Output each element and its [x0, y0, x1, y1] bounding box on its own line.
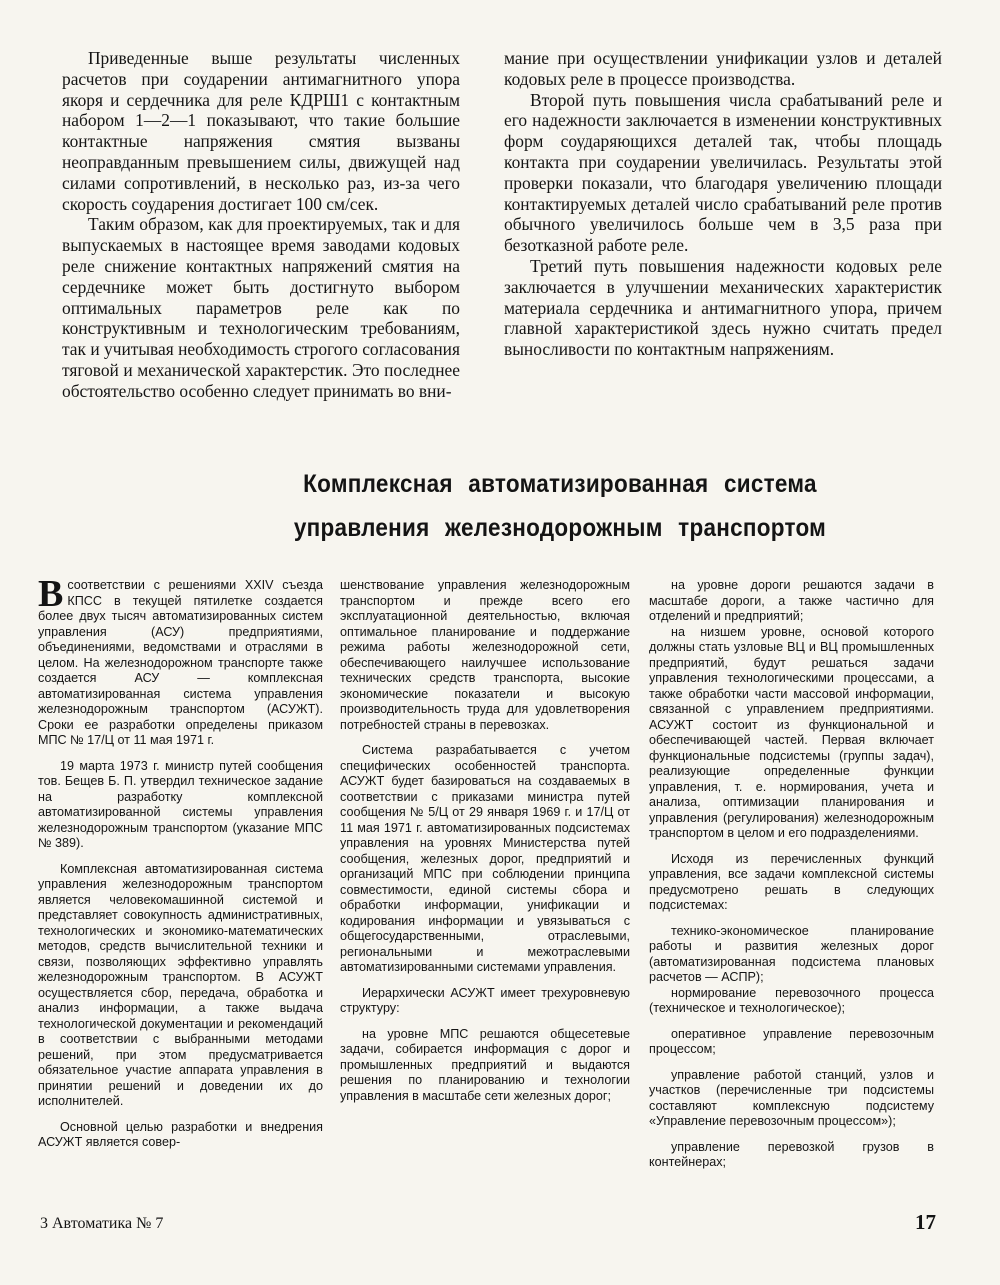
paragraph: мание при осуществлении унификации узлов и деталей кодовых реле в процессе производства.: [504, 48, 942, 89]
article-column-3: [649, 578, 934, 1171]
paragraph: 19 марта 1973 г. министр путей сообщения тов. Бещев Б. П. утвердил техническое задание на разработку комплексной автоматизированной системы управления железнодорожным транспортом (указание МПС № 389).: [38, 758, 323, 850]
article-column-1: [38, 573, 323, 1151]
article-column-2: [340, 578, 630, 1104]
paragraph: Второй путь повышения числа срабатываний реле и его надежности заключается в изменении конструктивных форм соударяющихся деталей так, чтобы площадь контакта при соударении увеличилась. Результаты этой проверки показали, что благодаря увеличению площади контактируемых деталей число срабатываний реле против обычного увеличилось больше чем в 3,5 раза при безотказной работе реле.: [504, 89, 942, 256]
paragraph: Таким образом, как для проектируемых, так и для выпускаемых в настоящее время заводами кодовых реле снижение контактных напряжений смятия на сердечнике может быть достигнуто выбором оптимальных параметров реле как по конструктивным и технологическим требованиям, так и учитывая необходимость строгого согласования тяговой и механической характерстик. Это последнее обстоятельство особенно следует принимать во вни-: [62, 214, 460, 401]
footer-signature: 3 Автоматика № 7: [40, 1215, 164, 1232]
paragraph: Третий путь повышения надежности кодовых реле заключается в улучшении механических характеристик материала сердечника и антимагнитного упора, причем главной характеристикой здесь нужно считать предел выносливости по контактным напряжениям.: [504, 255, 942, 360]
paragraph: Основной целью разработки и внедрения АСУЖТ является совер-: [38, 1119, 323, 1149]
paragraph: оперативное управление перевозочным процессом;: [649, 1026, 934, 1056]
paragraph: технико-экономическое планирование работы и развития железных дорог (автоматизированная подсистема плановых расчетов — АСПР);: [649, 923, 934, 984]
paragraph: на низшем уровне, основой которого должны стать узловые ВЦ и ВЦ промышленных предприятий, будут решаться задачи управления технологическими процессами, а также обработки части массовой информации, связанной с управлением предприятиями. АСУЖТ состоит из функциональной и обеспечивающей частей. Первая включает функциональные подсистемы (группы задач), реализующие определенные функции управления, т. е. нормирования, учета и анализа, оптимизации планирования и управления (регулирования) железнодорожным транспортом в целом и его подразделениями.: [649, 624, 934, 840]
paragraph: Система разрабатывается с учетом специфических особенностей транспорта. АСУЖТ будет базироваться на создаваемых в соответствии с приказами министра путей сообщения № 5/Ц от 29 января 1969 г. и 17/Ц от 11 мая 1971 г. автоматизированных подсистемах управления на уровнях Министерства путей сообщения, железных дорог, предприятий и организаций МПС при соблюдении принципа совместимости, единой системы сбора и обработки информации, унификации и кодирования информации и увязываться с общегосударственными, отраслевыми, региональными и межотраслевыми автоматизированными системами управления.: [340, 743, 630, 974]
paragraph: [38, 573, 323, 749]
paragraph: нормирование перевозочного процесса (техническое и технологическое);: [649, 985, 934, 1015]
paragraph: Комплексная автоматизированная система управления железнодорожным транспортом является человекомашинной системой и представляет совокупность административных, технологических и экономико-математических методов, средств вычислительной техники и связи, позволяющих эффективно управлять железнодорожным транспортом. В АСУЖТ осуществляется сбор, передача, обработка и анализ информации, а также выдача технологической документации и рекомендаций в соответствии с выбранными методами решений, при этом предусматривается обязательное участие аппарата управления в принятии решений и доведении их до исполнителей.: [38, 861, 323, 1108]
top-left-column: [62, 48, 460, 402]
paragraph: Приведенные выше результаты численных расчетов при соударении антимагнитного упора якоря и сердечника для реле КДРШ1 с контактным набором 1—2—1 показывают, что такие большие контактные напряжения смятия вызваны неоправданным превышением силы, движущей над силами сопротивлений, в несколько раз, из-за чего скорость соударения достигает 100 см/сек.: [62, 48, 460, 214]
paragraph: на уровне дороги решаются задачи в масштабе дороги, а также частично для отделений и предприятий;: [649, 578, 934, 623]
page-number: 17: [915, 1210, 936, 1234]
article-title: [281, 462, 839, 550]
article-title-line-2: управления железнодорожным транспортом: [293, 514, 827, 542]
paragraph: Исходя из перечисленных функций управления, все задачи комплексной системы предусмотрено решать в следующих подсистемах:: [649, 851, 934, 912]
paragraph: шенствование управления железнодорожным транспортом и прежде всего его эксплуатационной деятельностью, включая оптимальное планирование и поддержание режима работы железнодорожной сети, обеспечивающего наилучшее использование технических средств транспорта, высокие экономические показатели и высокую производительность труда для удовлетворения потребностей страны в перевозках.: [340, 578, 630, 732]
top-right-column: [504, 48, 942, 360]
article-title-line-1: Комплексная автоматизированная система: [303, 470, 817, 498]
paragraph: управление работой станций, узлов и участков (перечисленные три подсистемы составляют комплексную подсистему «Управление перевозочным процессом»);: [649, 1067, 934, 1128]
paragraph: на уровне МПС решаются общесетевые задачи, собирается информация с дорог и промышленных предприятий и выдаются решения по планированию и технологии управления в масштабе сети железных дорог;: [340, 1026, 630, 1103]
paragraph-text: соответствии с решениями XXIV съезда КПСС в текущей пятилетке создается более двух тысяч автоматизированных систем управления (АСУ) предприятиями, объединениями, ведомствами и отраслями в целом. На железнодорожном транспорте также создается АСУ — комплексная автоматизированная система управления железнодорожным транспортом (АСУЖТ). Сроки ее разработки определены приказом МПС № 17/Ц от 11 мая 1971 г.: [38, 578, 323, 747]
paragraph: Иерархически АСУЖТ имеет трехуровневую структуру:: [340, 985, 630, 1015]
paragraph: управление перевозкой грузов в контейнерах;: [649, 1139, 934, 1169]
drop-cap: В: [38, 573, 64, 615]
